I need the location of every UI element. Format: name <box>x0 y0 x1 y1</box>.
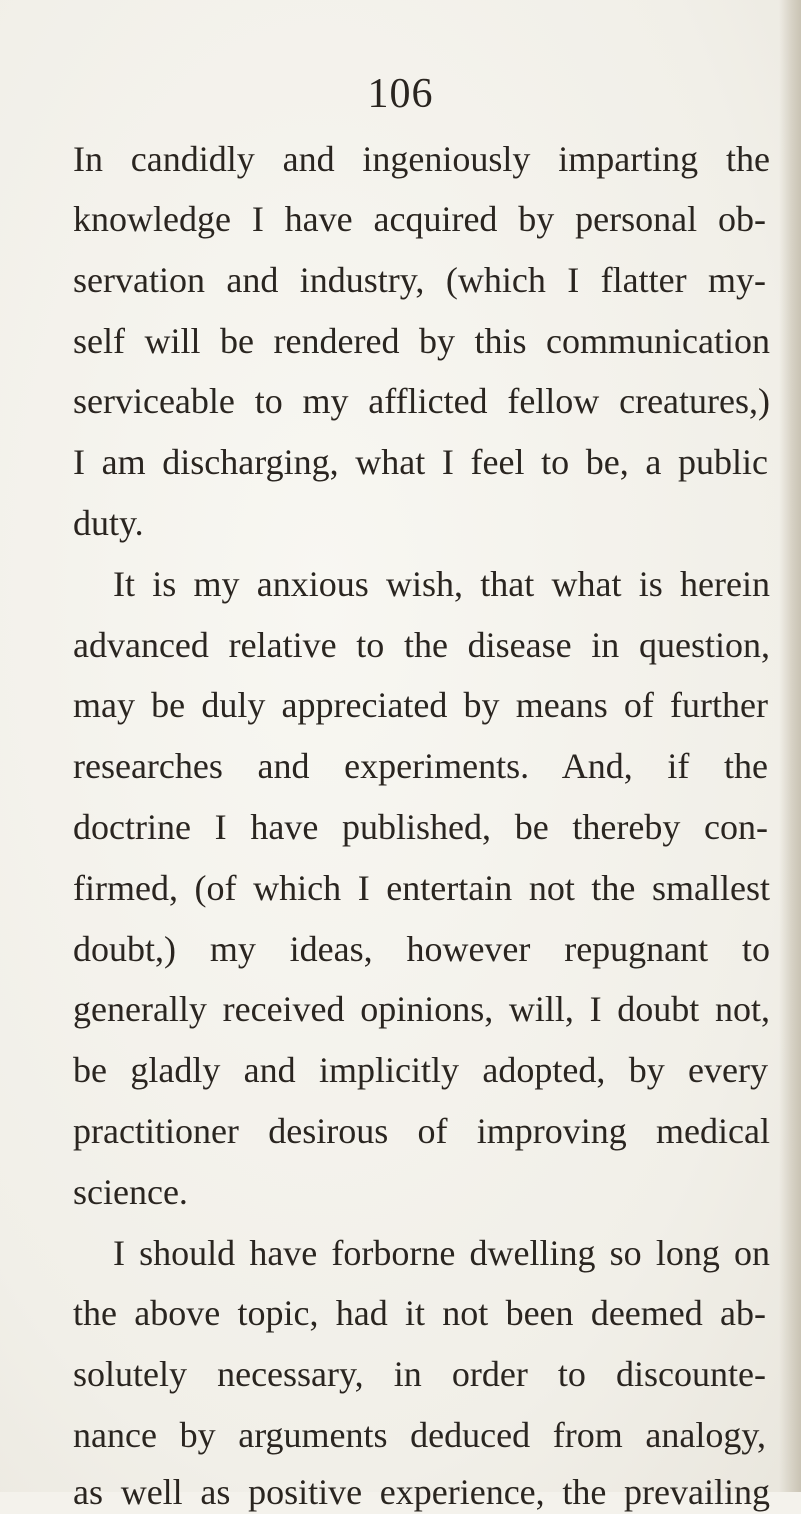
text-line: generally received opinions, will, I doubt not, <box>73 989 770 1029</box>
text-line: duty. <box>73 503 144 543</box>
text-line: the above topic, had it not been deemed ab- <box>73 1293 766 1333</box>
text-line: self will be rendered by this communication <box>73 321 770 361</box>
text-line: doubt,) my ideas, however repugnant to <box>73 929 770 969</box>
text-line: knowledge I have acquired by personal ob- <box>73 199 766 239</box>
page-number: 106 <box>367 71 434 117</box>
text-line: be gladly and implicitly adopted, by every <box>73 1050 768 1090</box>
text-line: solutely necessary, in order to discounte- <box>73 1354 766 1394</box>
text-line: practitioner desirous of improving medical <box>73 1111 770 1151</box>
text-line: researches and experiments. And, if the <box>73 746 768 786</box>
text-line: serviceable to my afflicted fellow creatures,) <box>73 381 770 421</box>
text-line: It is my anxious wish, that what is herein <box>113 564 770 604</box>
text-line: may be duly appreciated by means of further <box>73 685 768 725</box>
text-line: I am discharging, what I feel to be, a public <box>73 442 768 482</box>
text-line: firmed, (of which I entertain not the smallest <box>73 868 770 908</box>
text-line: science. <box>73 1172 188 1212</box>
text-line: advanced relative to the disease in question, <box>73 625 770 665</box>
text-line: nance by arguments deduced from analogy, <box>73 1415 766 1455</box>
text-line: servation and industry, (which I flatter my- <box>73 260 766 300</box>
text-line: In candidly and ingeniously imparting the <box>73 139 770 179</box>
text-line: doctrine I have published, be thereby con- <box>73 807 768 847</box>
page-edge-shadow <box>779 0 801 1492</box>
text-line: I should have forborne dwelling so long on <box>113 1233 770 1273</box>
text-line: as well as positive experience, the prevailing <box>73 1472 770 1512</box>
